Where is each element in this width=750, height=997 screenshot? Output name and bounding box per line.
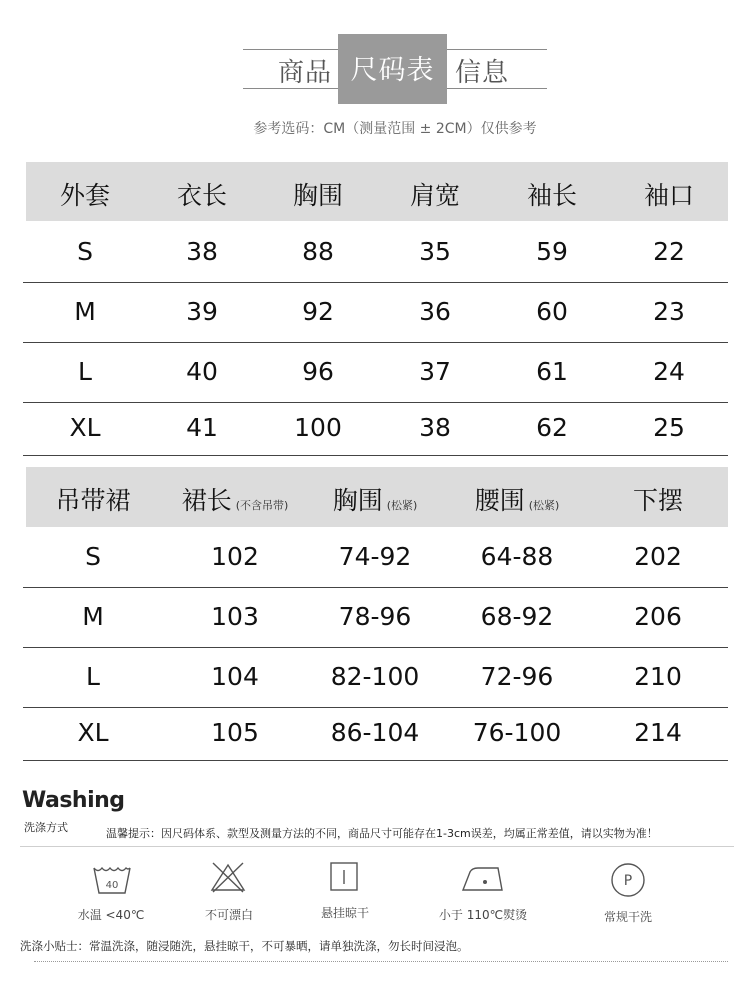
dress-header-note: (松紧) <box>386 499 418 512</box>
table-cell: 104 <box>211 662 259 691</box>
table-row-divider <box>23 587 728 588</box>
table-cell: L <box>78 357 92 386</box>
size-note: 参考选码：CM（测量范围 ± 2CM）仅供参考 <box>253 121 537 137</box>
dress-header-cell <box>305 481 445 517</box>
table-row-divider <box>23 282 728 283</box>
jacket-header-cell: 衣长 <box>176 181 227 210</box>
dress-header-cell <box>588 481 728 517</box>
hang-dry-label: 悬挂晾干 <box>320 906 369 920</box>
table-cell: M <box>82 602 104 631</box>
washing-subtitle: 洗涤方式 <box>24 821 68 834</box>
table-cell: 24 <box>653 357 685 386</box>
table-cell: S <box>85 542 101 571</box>
title-left: 商品 <box>278 58 333 88</box>
svg-text:P: P <box>623 873 633 889</box>
dress-header-label: 下摆 <box>632 486 683 515</box>
page-title: 尺码表 <box>350 55 435 86</box>
dress-header-cell <box>165 481 305 517</box>
title-right: 信息 <box>455 58 510 88</box>
dress-header-label: 胸围 <box>332 486 383 515</box>
jacket-header-cell: 袖长 <box>526 181 577 210</box>
table-cell: 92 <box>302 297 334 326</box>
dry-clean-p-icon <box>610 862 646 898</box>
table-cell: 74-92 <box>338 542 412 571</box>
table-row-divider <box>23 760 728 761</box>
hang-dry-icon <box>330 862 358 892</box>
table-cell: 202 <box>634 542 682 571</box>
svg-text:40: 40 <box>105 880 119 891</box>
jacket-header-cell: 胸围 <box>292 181 343 210</box>
table-cell: 64-88 <box>480 542 554 571</box>
table-cell: 60 <box>536 297 568 326</box>
no-bleach-label: 不可漂白 <box>204 908 253 922</box>
jacket-header-cell: 肩宽 <box>409 181 460 210</box>
table-row-divider <box>23 455 728 456</box>
table-cell: 96 <box>302 357 334 386</box>
no-bleach-icon <box>208 860 248 894</box>
table-cell: 102 <box>211 542 259 571</box>
table-cell: 35 <box>419 237 451 266</box>
table-cell: 86-104 <box>330 718 420 747</box>
table-cell: 39 <box>186 297 218 326</box>
jacket-header-cell: 外套 <box>59 181 110 210</box>
table-cell: 88 <box>302 237 334 266</box>
dry-clean-label: 常规干洗 <box>603 910 652 924</box>
table-cell: 40 <box>186 357 218 386</box>
table-cell: XL <box>77 718 109 747</box>
table-cell: XL <box>69 413 101 442</box>
washing-bottom-tip: 洗涤小贴士：常温洗涤，随浸随洗，悬挂晾干，不可暴晒，请单独洗涤，勿长时间浸泡。 <box>20 939 469 953</box>
table-cell: 38 <box>186 237 218 266</box>
dress-header-label: 吊带裙 <box>55 486 131 515</box>
table-cell: 62 <box>536 413 568 442</box>
table-cell: 105 <box>211 718 259 747</box>
washing-title: Washing <box>22 788 125 813</box>
table-cell: 38 <box>419 413 451 442</box>
bottom-dotted-divider <box>34 961 728 962</box>
washing-divider <box>20 846 734 847</box>
table-cell: 210 <box>634 662 682 691</box>
wash-tub-40-icon <box>92 864 132 896</box>
table-cell: 78-96 <box>338 602 412 631</box>
dress-header-cell <box>447 481 587 517</box>
dress-header-note: (不含吊带) <box>235 499 289 512</box>
table-cell: M <box>74 297 96 326</box>
table-row-divider <box>23 342 728 343</box>
washing-tip: 温馨提示：因尺码体系、款型及测量方法的不同，商品尺寸可能存在1-3cm误差，均属正常差值，请以实物为准！ <box>106 827 658 840</box>
table-cell: 61 <box>536 357 568 386</box>
table-cell: 22 <box>653 237 685 266</box>
table-row-divider <box>23 402 728 403</box>
table-cell: 82-100 <box>330 662 420 691</box>
table-cell: 37 <box>419 357 451 386</box>
table-cell: 41 <box>186 413 218 442</box>
wash-temp-label: 水温 <40℃ <box>77 908 145 922</box>
table-cell: S <box>77 237 93 266</box>
dress-header-cell <box>23 481 163 517</box>
table-cell: 100 <box>294 413 342 442</box>
table-cell: 103 <box>211 602 259 631</box>
table-cell: 23 <box>653 297 685 326</box>
iron-110-icon <box>460 864 506 894</box>
table-cell: 76-100 <box>472 718 562 747</box>
table-row-divider <box>23 707 728 708</box>
table-cell: 72-96 <box>480 662 554 691</box>
table-cell: 36 <box>419 297 451 326</box>
table-cell: L <box>86 662 100 691</box>
table-row-divider <box>23 647 728 648</box>
iron-temp-label: 小于 110℃熨烫 <box>438 908 528 922</box>
table-cell: 214 <box>634 718 682 747</box>
dress-header-label: 腰围 <box>474 486 525 515</box>
jacket-header-cell: 袖口 <box>643 181 694 210</box>
table-cell: 206 <box>634 602 682 631</box>
table-cell: 68-92 <box>480 602 554 631</box>
dress-header-note: (松紧) <box>528 499 560 512</box>
table-cell: 25 <box>653 413 685 442</box>
table-cell: 59 <box>536 237 568 266</box>
dress-header-label: 裙长 <box>181 486 232 515</box>
